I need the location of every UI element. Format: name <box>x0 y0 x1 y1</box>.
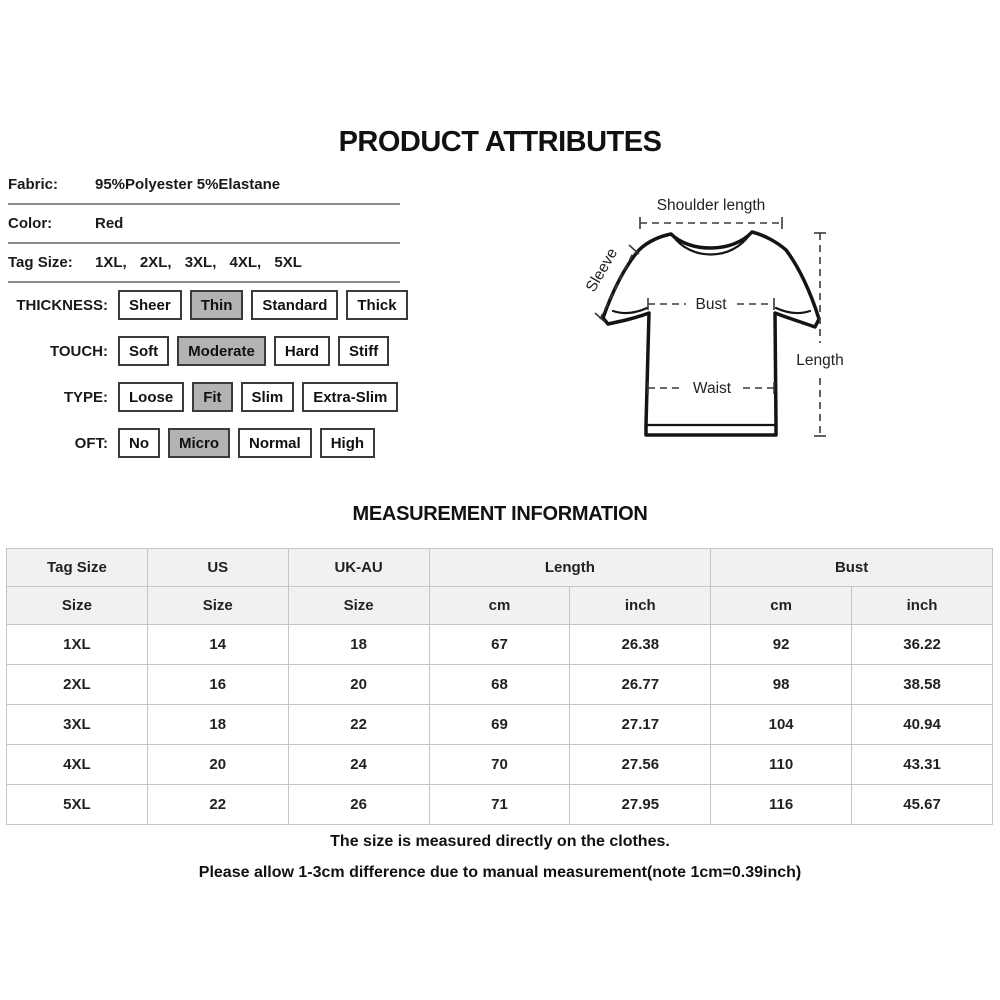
attribute-value: 95%Polyester 5%Elastane <box>95 176 281 193</box>
size-notes <box>0 826 1000 888</box>
attribute-row <box>8 244 400 283</box>
attribute-value: 1XL, 2XL, 3XL, 4XL, 5XL <box>95 254 302 271</box>
table-cell: 4XL <box>7 745 148 785</box>
sleeve-label: Sleeve <box>582 245 622 295</box>
option-row <box>0 289 408 321</box>
table-cell: 36.22 <box>852 625 993 665</box>
table-cell: 16 <box>147 665 288 705</box>
measurement-table-head <box>7 549 993 625</box>
table-subheader-cell: inch <box>570 587 711 625</box>
table-cell: 27.95 <box>570 785 711 825</box>
option-chip[interactable]: No <box>118 428 160 458</box>
page-title: PRODUCT ATTRIBUTES <box>338 126 662 158</box>
option-chip[interactable]: Extra-Slim <box>302 382 398 412</box>
note-line: Please allow 1-3cm difference due to manual measurement(note 1cm=0.39inch) <box>198 864 802 881</box>
attribute-row <box>8 205 400 244</box>
option-chip[interactable]: Sheer <box>118 290 182 320</box>
table-cell: 24 <box>288 745 429 785</box>
table-row <box>7 785 993 825</box>
option-row-label: TYPE: <box>63 388 108 406</box>
option-row-label: THICKNESS: <box>16 296 108 314</box>
option-chip-group <box>118 382 398 412</box>
table-cell: 2XL <box>7 665 148 705</box>
option-row <box>0 427 408 459</box>
tshirt-measurement-diagram <box>570 180 1000 470</box>
table-cell: 14 <box>147 625 288 665</box>
option-row-label: TOUCH: <box>49 342 108 360</box>
table-cell: 22 <box>147 785 288 825</box>
attribute-label: Tag Size: <box>8 254 73 271</box>
table-cell: 20 <box>288 665 429 705</box>
table-subheader-cell: Size <box>147 587 288 625</box>
table-header-cell: Length <box>429 549 711 587</box>
option-chip-group <box>118 336 389 366</box>
option-chip[interactable]: Fit <box>192 382 232 412</box>
table-cell: 26.38 <box>570 625 711 665</box>
option-chip[interactable]: Stiff <box>338 336 389 366</box>
option-chip-group <box>118 290 408 320</box>
option-chip[interactable]: Soft <box>118 336 169 366</box>
table-cell: 1XL <box>7 625 148 665</box>
table-cell: 92 <box>711 625 852 665</box>
option-chip-group <box>118 428 375 458</box>
table-row <box>7 625 993 665</box>
table-header-cell: UK-AU <box>288 549 429 587</box>
option-chip[interactable]: Hard <box>274 336 330 366</box>
bust-label: Bust <box>695 296 727 313</box>
table-cell: 98 <box>711 665 852 705</box>
attribute-list <box>8 166 400 283</box>
table-cell: 69 <box>429 705 570 745</box>
option-chip[interactable]: Micro <box>168 428 230 458</box>
table-cell: 71 <box>429 785 570 825</box>
table-header-cell: US <box>147 549 288 587</box>
table-subheader-cell: inch <box>852 587 993 625</box>
table-cell: 27.17 <box>570 705 711 745</box>
option-chip[interactable]: Thick <box>346 290 407 320</box>
table-cell: 67 <box>429 625 570 665</box>
option-chip[interactable]: Slim <box>241 382 295 412</box>
option-row <box>0 335 408 367</box>
table-cell: 5XL <box>7 785 148 825</box>
table-subheader-row <box>7 587 993 625</box>
measurement-table-body <box>7 625 993 825</box>
attribute-value: Red <box>95 215 124 232</box>
option-chip[interactable]: Normal <box>238 428 312 458</box>
table-cell: 40.94 <box>852 705 993 745</box>
table-cell: 70 <box>429 745 570 785</box>
measurement-heading: MEASUREMENT INFORMATION <box>352 503 648 525</box>
table-cell: 116 <box>711 785 852 825</box>
option-chip[interactable]: Standard <box>251 290 338 320</box>
table-header-cell: Tag Size <box>7 549 148 587</box>
table-subheader-cell: Size <box>288 587 429 625</box>
table-cell: 43.31 <box>852 745 993 785</box>
table-header-row <box>7 549 993 587</box>
option-chip[interactable]: High <box>320 428 375 458</box>
attribute-label: Color: <box>8 215 53 232</box>
table-row <box>7 705 993 745</box>
table-cell: 22 <box>288 705 429 745</box>
table-cell: 68 <box>429 665 570 705</box>
measurement-table <box>6 548 993 825</box>
table-row <box>7 745 993 785</box>
option-row <box>0 381 408 413</box>
shoulder-length-label: Shoulder length <box>656 197 766 214</box>
attribute-row <box>8 166 400 205</box>
attribute-label: Fabric: <box>8 176 59 193</box>
option-chip[interactable]: Thin <box>190 290 244 320</box>
table-cell: 18 <box>147 705 288 745</box>
note-line: The size is measured directly on the clothes. <box>330 833 670 850</box>
tshirt-outline <box>603 232 819 435</box>
table-cell: 20 <box>147 745 288 785</box>
table-cell: 3XL <box>7 705 148 745</box>
table-row <box>7 665 993 705</box>
table-cell: 38.58 <box>852 665 993 705</box>
table-cell: 26 <box>288 785 429 825</box>
table-header-cell: Bust <box>711 549 993 587</box>
table-cell: 18 <box>288 625 429 665</box>
option-chip[interactable]: Moderate <box>177 336 266 366</box>
table-cell: 27.56 <box>570 745 711 785</box>
table-cell: 110 <box>711 745 852 785</box>
waist-label: Waist <box>692 380 732 397</box>
table-cell: 104 <box>711 705 852 745</box>
table-cell: 26.77 <box>570 665 711 705</box>
table-subheader-cell: cm <box>711 587 852 625</box>
option-chip[interactable]: Loose <box>118 382 184 412</box>
table-subheader-cell: cm <box>429 587 570 625</box>
table-cell: 45.67 <box>852 785 993 825</box>
length-label: Length <box>796 352 844 369</box>
table-subheader-cell: Size <box>7 587 148 625</box>
option-row-label: OFT: <box>74 434 108 452</box>
option-rows <box>0 289 408 473</box>
